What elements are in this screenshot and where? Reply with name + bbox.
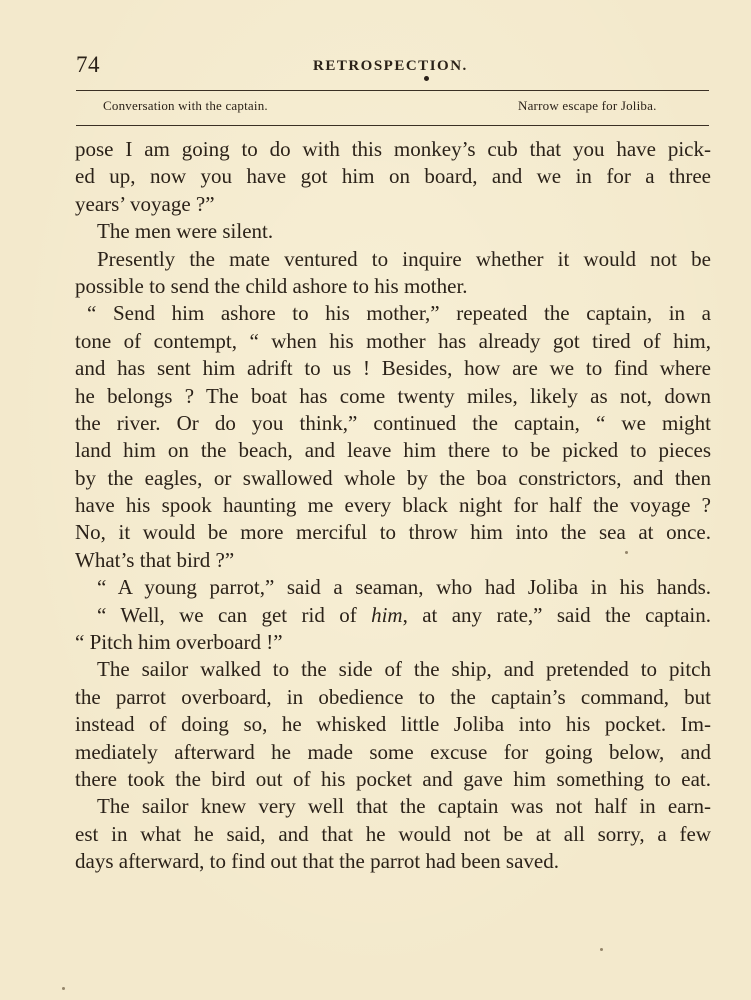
paper-speck xyxy=(62,987,65,990)
text-line: and has sent him adrift to us ! Besides, how are we to find where xyxy=(75,356,711,381)
text-line: Presently the mate ventured to inquire whether it would not be xyxy=(97,246,711,271)
page-header xyxy=(76,52,709,82)
text-line: The men were silent. xyxy=(97,219,274,244)
running-title: RETROSPECTION. xyxy=(313,58,468,74)
text-line: “ Pitch him overboard !” xyxy=(75,630,283,655)
text-line: days afterward, to find out that the parrot had been saved. xyxy=(75,849,559,874)
body-text xyxy=(75,136,711,876)
text-line: pose I am going to do with this monkey’s cub that you have pick- xyxy=(75,137,711,161)
text-line: est in what he said, and that he would not be at all sorry, a few xyxy=(75,821,711,846)
paper-speck xyxy=(600,948,603,951)
text-fragment: “ Well, we can get rid of xyxy=(97,602,372,627)
text-line: The sailor walked to the side of the ship, and pretended to pitch xyxy=(97,657,711,682)
text-line: What’s that bird ?” xyxy=(75,547,235,572)
text-line: “ Send him ashore to his mother,” repeated the captain, in a xyxy=(87,301,711,326)
ornament-dot xyxy=(424,76,429,81)
right-subhead: Narrow escape for Joliba. xyxy=(518,98,657,113)
text-line-with-italic xyxy=(75,602,711,629)
left-subhead: Conversation with the captain. xyxy=(103,98,268,113)
text-line: by the eagles, or swallowed whole by the boa constrictors, and then xyxy=(75,465,711,490)
page-number: 74 xyxy=(76,52,100,77)
text-line: The sailor knew very well that the captain was not half in earn- xyxy=(97,794,711,819)
text-fragment: , at any rate,” said the captain. xyxy=(402,602,711,627)
text-line: tone of contempt, “ when his mother has already got tired of him, xyxy=(75,328,711,353)
header-rule-top xyxy=(76,90,709,91)
text-line: No, it would be more merciful to throw him into the sea at once. xyxy=(75,520,711,545)
text-line: instead of doing so, he whisked little Joliba into his pocket. Im- xyxy=(75,712,711,737)
paper-speck xyxy=(625,551,628,554)
text-line: years’ voyage ?” xyxy=(75,191,215,216)
text-line: have his spook haunting me every black night for half the voyage ? xyxy=(75,493,711,518)
text-line: ed up, now you have got him on board, and we in for a three xyxy=(75,164,711,189)
text-line: the river. Or do you think,” continued the captain, “ we might xyxy=(75,410,711,435)
text-line: land him on the beach, and leave him there to be picked to pieces xyxy=(75,438,711,463)
text-line: mediately afterward he made some excuse for going below, and xyxy=(75,739,711,764)
header-rule-bottom xyxy=(76,125,709,126)
text-line: the parrot overboard, in obedience to the captain’s command, but xyxy=(75,684,711,709)
text-line: “ A young parrot,” said a seaman, who had Joliba in his hands. xyxy=(97,575,711,600)
italic-word: him xyxy=(371,602,403,627)
text-line: he belongs ? The boat has come twenty miles, likely as not, down xyxy=(75,383,711,408)
text-line: possible to send the child ashore to his mother. xyxy=(75,273,468,298)
text-line: there took the bird out of his pocket and gave him something to eat. xyxy=(75,766,711,791)
